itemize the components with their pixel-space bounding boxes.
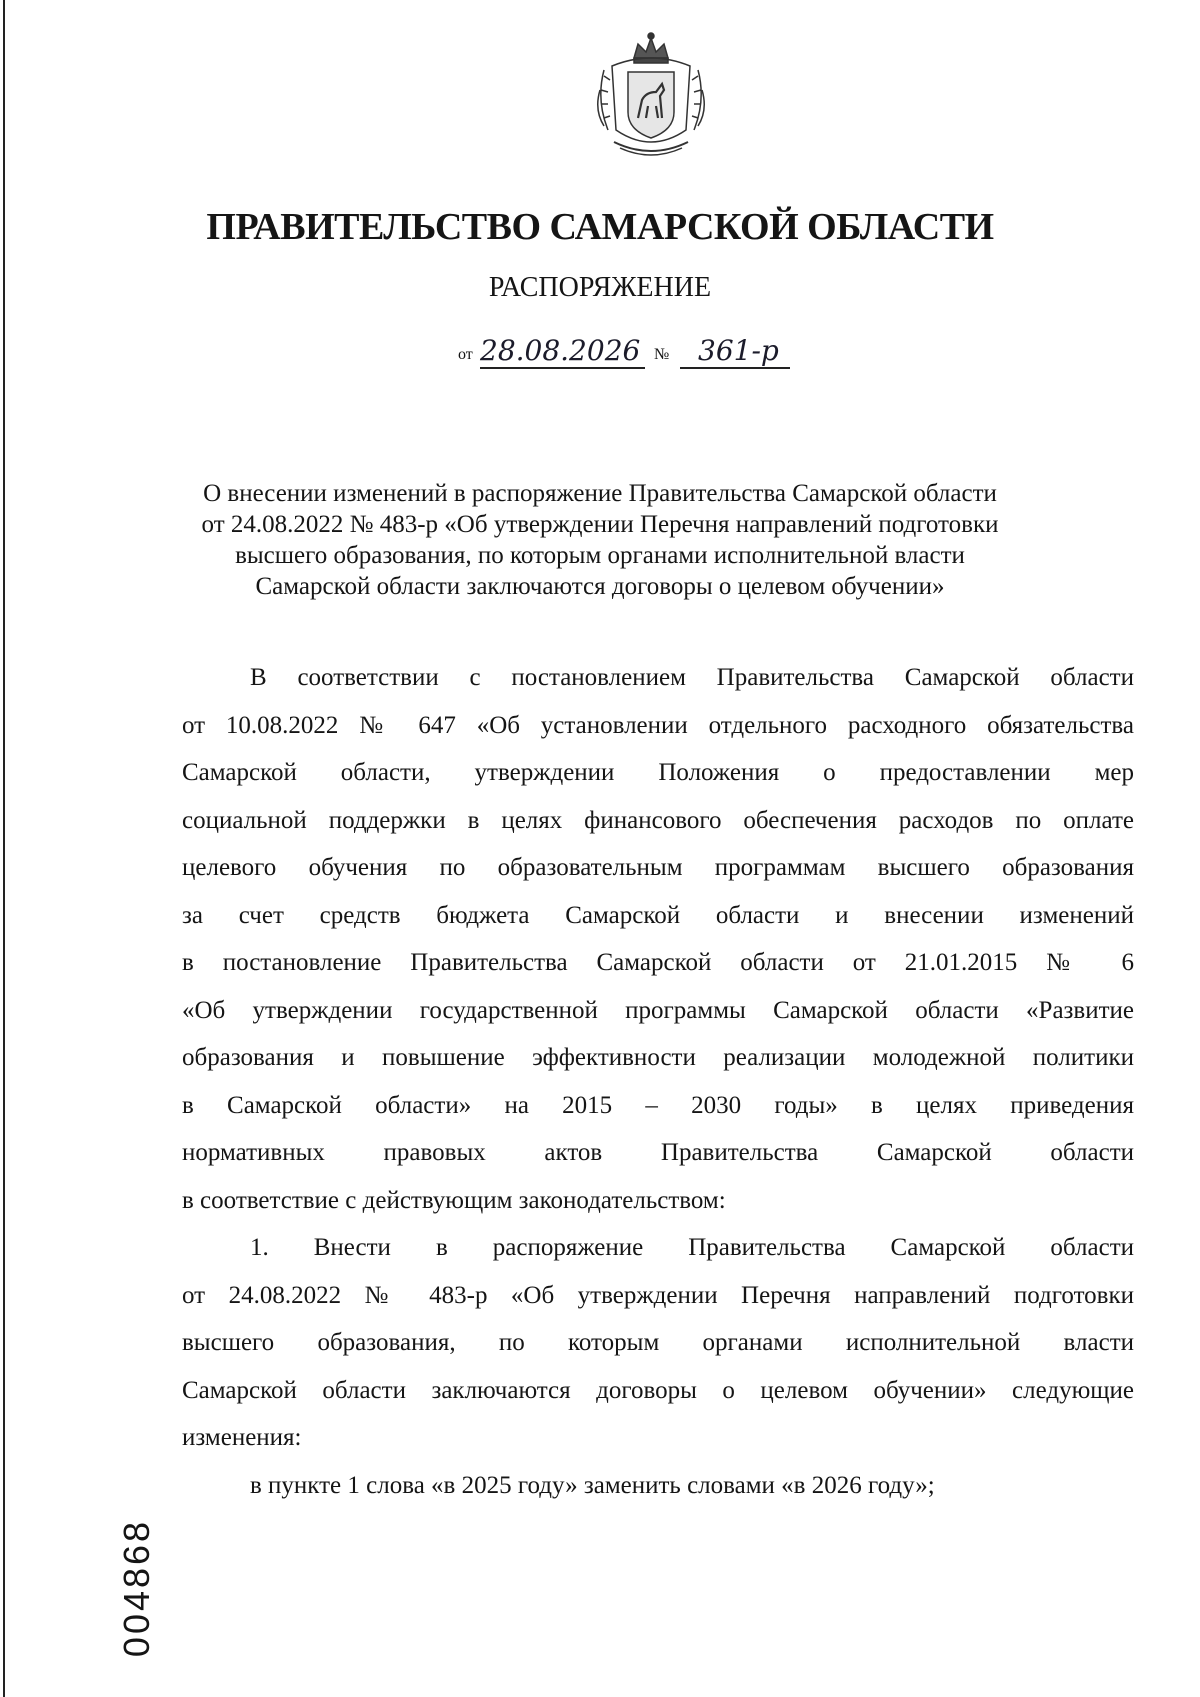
- body-line: изменения:: [182, 1424, 302, 1451]
- handwritten-number: 361-р: [698, 334, 779, 367]
- body-line: «Об утверждении государственной программы Самарской области «Развитие: [182, 996, 1134, 1024]
- body-line: в постановление Правительства Самарской области от 21.01.2015 № 6: [182, 949, 1134, 976]
- subject-line: от 24.08.2022 № 483-р «Об утверждении Перечня направлений подготовки: [201, 511, 999, 538]
- body-line: в соответствие с действующим законодательством:: [182, 1186, 726, 1214]
- scan-edge-line: [3, 0, 5, 1697]
- body-line: от 24.08.2022 № 483-р «Об утверждении Перечня направлений подготовки: [182, 1281, 1134, 1309]
- document-body: [182, 654, 1134, 1509]
- body-line: высшего образования, по которым органами исполнительной власти: [182, 1329, 1134, 1356]
- margin-code-text: 004868: [116, 1518, 157, 1658]
- document-subject: [150, 478, 1050, 602]
- body-line: от 10.08.2022 № 647 «Об установлении отдельного расходного обязательства: [182, 711, 1134, 739]
- body-line: целевого обучения по образовательным программам высшего образования: [182, 854, 1134, 881]
- body-line: образования и повышение эффективности реализации молодежной политики: [182, 1044, 1134, 1071]
- number-underline: [680, 367, 790, 369]
- subject-line: О внесении изменений в распоряжение Правительства Самарской области: [203, 480, 997, 507]
- number-prefix: №: [654, 346, 670, 363]
- subject-line: Самарской области заключаются договоры о целевом обучении»: [255, 573, 945, 600]
- body-line: в Самарской области» на 2015 – 2030 годы» в целях приведения: [182, 1091, 1134, 1119]
- subject-line: высшего образования, по которым органами исполнительной власти: [235, 542, 965, 569]
- coat-of-arms-icon: [590, 30, 712, 160]
- date-number-line: [458, 334, 858, 374]
- body-line: в пункте 1 слова «в 2025 году» заменить словами «в 2026 году»;: [250, 1471, 935, 1499]
- body-line: социальной поддержки в целях финансового обеспечения расходов по оплате: [182, 806, 1134, 834]
- body-line: Самарской области заключаются договоры о целевом обучении» следующие: [182, 1376, 1134, 1404]
- handwritten-date: 28.08.2026: [480, 334, 641, 367]
- date-prefix: от: [458, 346, 473, 363]
- organization-title: ПРАВИТЕЛЬСТВО САМАРСКОЙ ОБЛАСТИ: [206, 206, 994, 248]
- margin-code: [117, 1518, 157, 1658]
- body-line: за счет средств бюджета Самарской области и внесении изменений: [182, 901, 1134, 929]
- document-type: РАСПОРЯЖЕНИЕ: [488, 272, 712, 303]
- body-line: 1. Внести в распоряжение Правительства Самарской области: [250, 1234, 1134, 1261]
- date-underline: [480, 367, 645, 369]
- body-line: нормативных правовых актов Правительства Самарской области: [182, 1139, 1134, 1166]
- body-line: В соответствии с постановлением Правительства Самарской области: [250, 664, 1134, 691]
- body-line: Самарской области, утверждении Положения о предоставлении мер: [182, 759, 1134, 786]
